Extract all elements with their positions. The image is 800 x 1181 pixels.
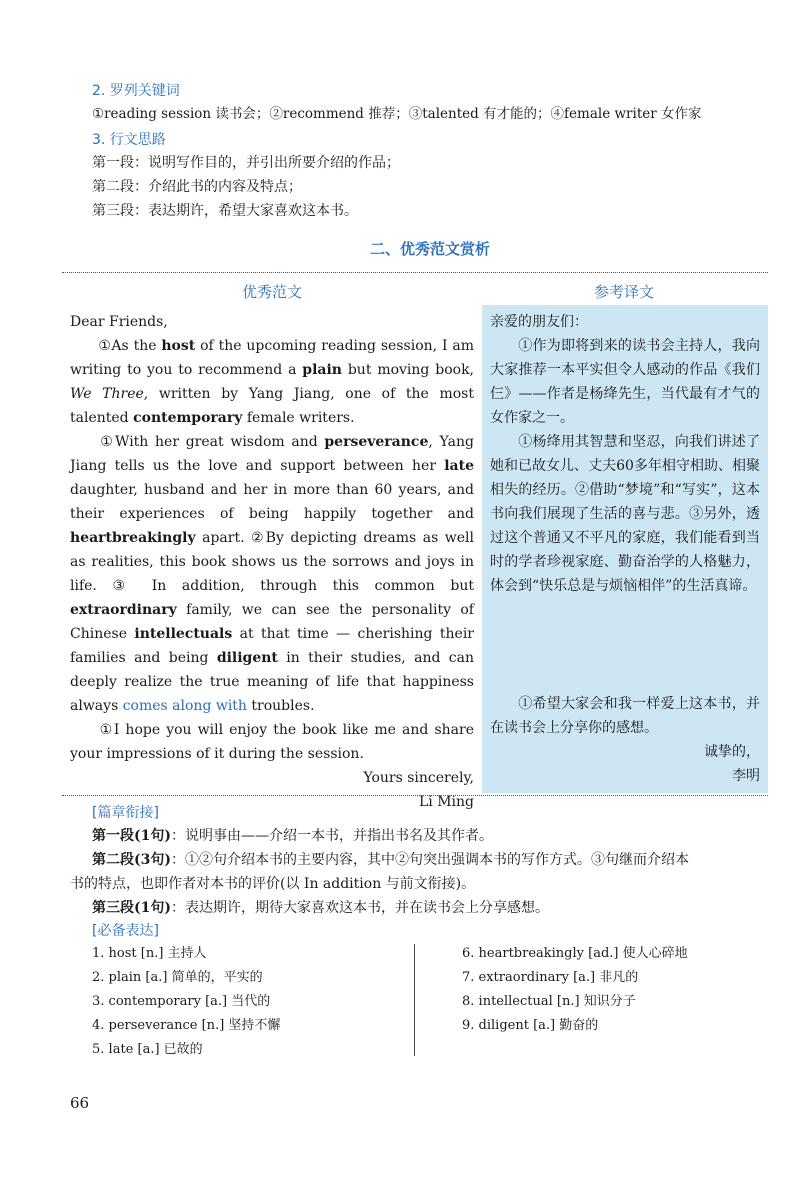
translation-paragraph-3: ①希望大家会和我一样爱上这本书，并在读书会上分享你的感想。 [490,696,760,736]
part-title: 二、优秀范文赏析 [369,240,490,258]
essay-signature: Li Ming [418,794,474,810]
translation-greeting: 亲爱的朋友们： [490,314,588,330]
vocab-title: [必备表达] [92,923,159,939]
structure-line-4: 第三段(1句)：表达期许，期待大家喜欢这本书，并在读书会上分享感想。 [92,900,549,916]
vocab-list-right [462,942,762,1038]
translation-paragraph-1: ①作为即将到来的读书会主持人，我向大家推荐一本平实但令人感动的作品《我们仨》——作者是杨绛先生，当代最有才气的女作家之一。 [490,338,760,426]
vocab-item: 8. intellectual [n.] 知识分子 [462,994,636,1009]
structure-line-1: 第一段(1句)：说明事由——介绍一本书，并指出书名及其作者。 [92,828,493,844]
vocab-item: 9. diligent [a.] 勤奋的 [462,1018,599,1033]
top-divider [62,272,768,273]
essay-closing: Yours sincerely, [363,770,474,786]
translation-end [490,692,760,788]
vocab-item: 1. host [n.] 主持人 [92,946,207,961]
translation-column-title: 参考译文 [593,283,654,301]
essay-body [70,310,474,814]
structure-line-2: 第二段(3句)：①②句介绍本书的主要内容，其中②句突出强调本书的写作方式。③句继而介绍本 [92,852,689,868]
essay-greeting: Dear Friends, [70,314,168,330]
outline-line-3: 第三段：表达期许，希望大家喜欢这本书。 [92,203,358,219]
vocab-item: 5. late [a.] 已故的 [92,1042,203,1057]
page-number: 66 [70,1094,90,1112]
vocab-divider [414,944,415,1056]
vocab-item: 4. perseverance [n.] 坚持不懈 [92,1018,281,1033]
translation-signature: 李明 [732,768,760,784]
outline-line-2: 第二段：介绍此书的内容及特点； [92,179,302,195]
essay-paragraph-2: ①With her great wisdom and perseverance, Yang Jiang tells us the love and support between her late daughter, husband and her in more than 60 years, and their experiences of being happily together and heartbreakingly apart. ②By depicting dreams as well as realities, this book shows us the sorrows and joys in life. ③ In addition, through this common but extraordinary family, we can see the personality of Chinese intellectuals at that time — cherishing their families and being diligent in their studies, and can deeply realize the true meaning of life that happiness always comes along with troubles. [70,434,474,714]
essay-column-title: 优秀范文 [241,283,302,301]
section-3-title: 3. 行文思路 [92,132,166,148]
vocab-item: 6. heartbreakingly [ad.] 使人心碎地 [462,946,688,961]
outline-line-1: 第一段：说明写作目的，并引出所要介绍的作品； [92,155,400,171]
vocab-item: 7. extraordinary [a.] 非凡的 [462,970,639,985]
essay-paragraph-1: ①As the host of the upcoming reading session, I am writing to you to recommend a plain but moving book, We Three, written by Yang Jiang, one of the most talented contemporary female writers. [70,338,475,426]
structure-line-3: 书的特点，也即作者对本书的评价(以 In addition 与前文衔接)。 [70,876,476,892]
vocab-list-left [92,942,402,1062]
vocab-item: 3. contemporary [a.] 当代的 [92,994,271,1009]
structure-title: [篇章衔接] [92,805,159,821]
translation-body [490,310,760,598]
translation-closing: 诚挚的， [704,744,760,760]
essay-paragraph-3: ①I hope you will enjoy the book like me and share your impressions of it during the session. [70,722,474,762]
translation-paragraph-2: ①杨绛用其智慧和坚忍，向我们讲述了她和已故女儿、丈夫60多年相守相助、相聚相失的经历。②借助“梦境”和“写实”，这本书向我们展现了生活的喜与悲。③另外，透过这个普通又不平凡的家庭，我们能看到当时的学者珍视家庭、勤奋治学的人格魅力，体会到“快乐总是与烦恼相伴”的生活真谛。 [490,434,760,594]
bottom-divider [62,795,768,796]
vocab-item: 2. plain [a.] 简单的，平实的 [92,970,263,985]
section-2-title: 2. 罗列关键词 [92,83,180,99]
keywords-line: ①reading session 读书会；②recommend 推荐；③talented 有才能的；④female writer 女作家 [92,106,702,122]
